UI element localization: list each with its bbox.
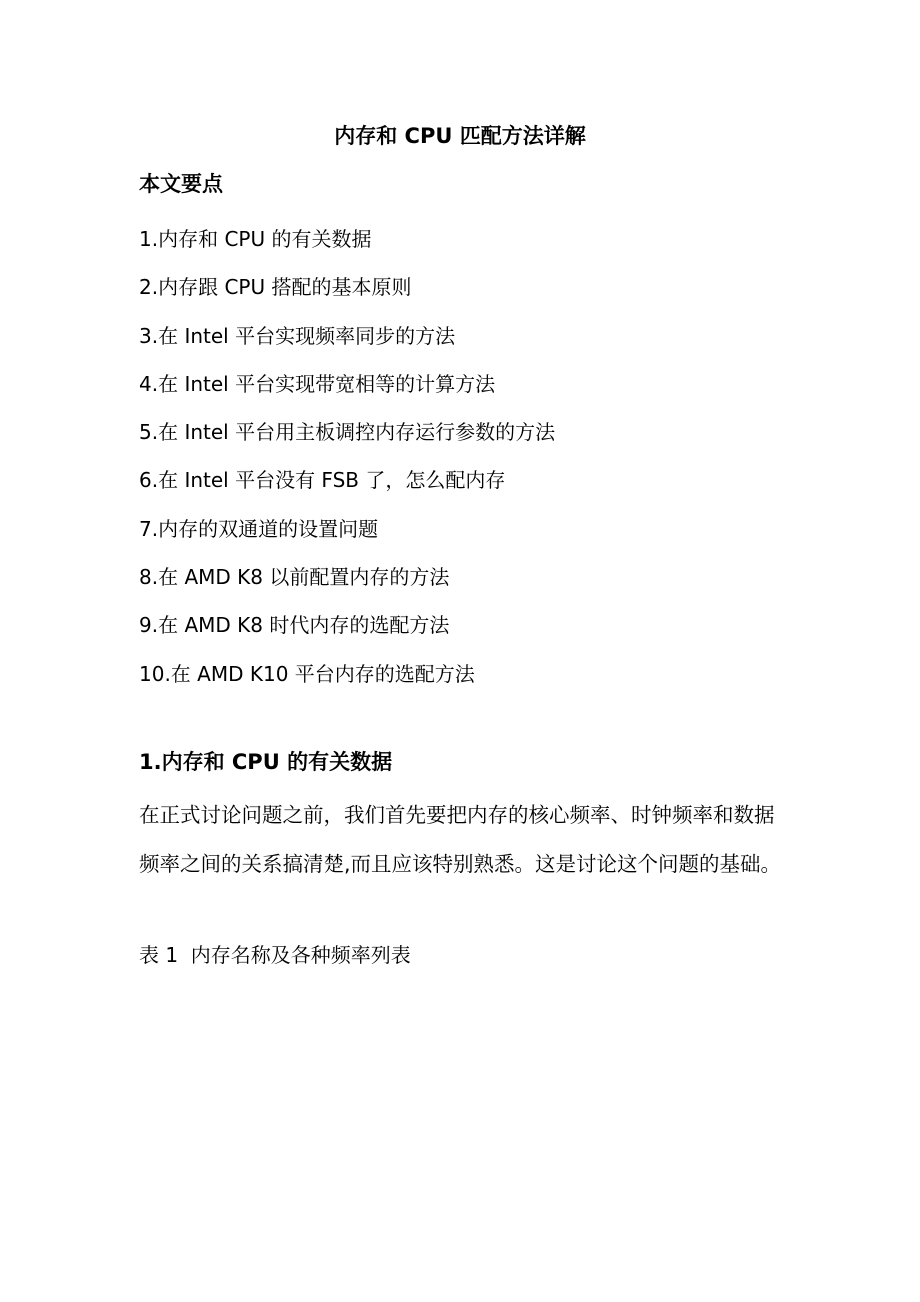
toc-item: 2.内存跟 CPU 搭配的基本原则 bbox=[139, 275, 412, 300]
section-paragraph: 在正式讨论问题之前，我们首先要把内存的核心频率、时钟频率和数据频率之间的关系搞清楚,而且应该特别熟悉。这是讨论这个问题的基础。 bbox=[139, 803, 782, 876]
toc-item: 3.在 Intel 平台实现频率同步的方法 bbox=[139, 323, 456, 348]
toc-item: 6.在 Intel 平台没有 FSB 了，怎么配内存 bbox=[139, 468, 506, 493]
toc-list bbox=[139, 215, 555, 698]
toc-item: 9.在 AMD K8 时代内存的选配方法 bbox=[139, 613, 450, 638]
toc-item: 4.在 Intel 平台实现带宽相等的计算方法 bbox=[139, 371, 496, 396]
toc-item: 7.内存的双通道的设置问题 bbox=[139, 516, 379, 541]
document-title: 内存和 CPU 匹配方法详解 bbox=[334, 124, 586, 148]
section-heading: 1.内存和 CPU 的有关数据 bbox=[139, 750, 393, 774]
summary-heading: 本文要点 bbox=[139, 172, 223, 196]
toc-item: 1.内存和 CPU 的有关数据 bbox=[139, 227, 372, 251]
toc-item: 5.在 Intel 平台用主板调控内存运行参数的方法 bbox=[139, 420, 556, 445]
table-caption: 表 1 内存名称及各种频率列表 bbox=[139, 943, 411, 967]
toc-item: 10.在 AMD K10 平台内存的选配方法 bbox=[139, 661, 475, 686]
toc-item: 8.在 AMD K8 以前配置内存的方法 bbox=[139, 565, 450, 590]
